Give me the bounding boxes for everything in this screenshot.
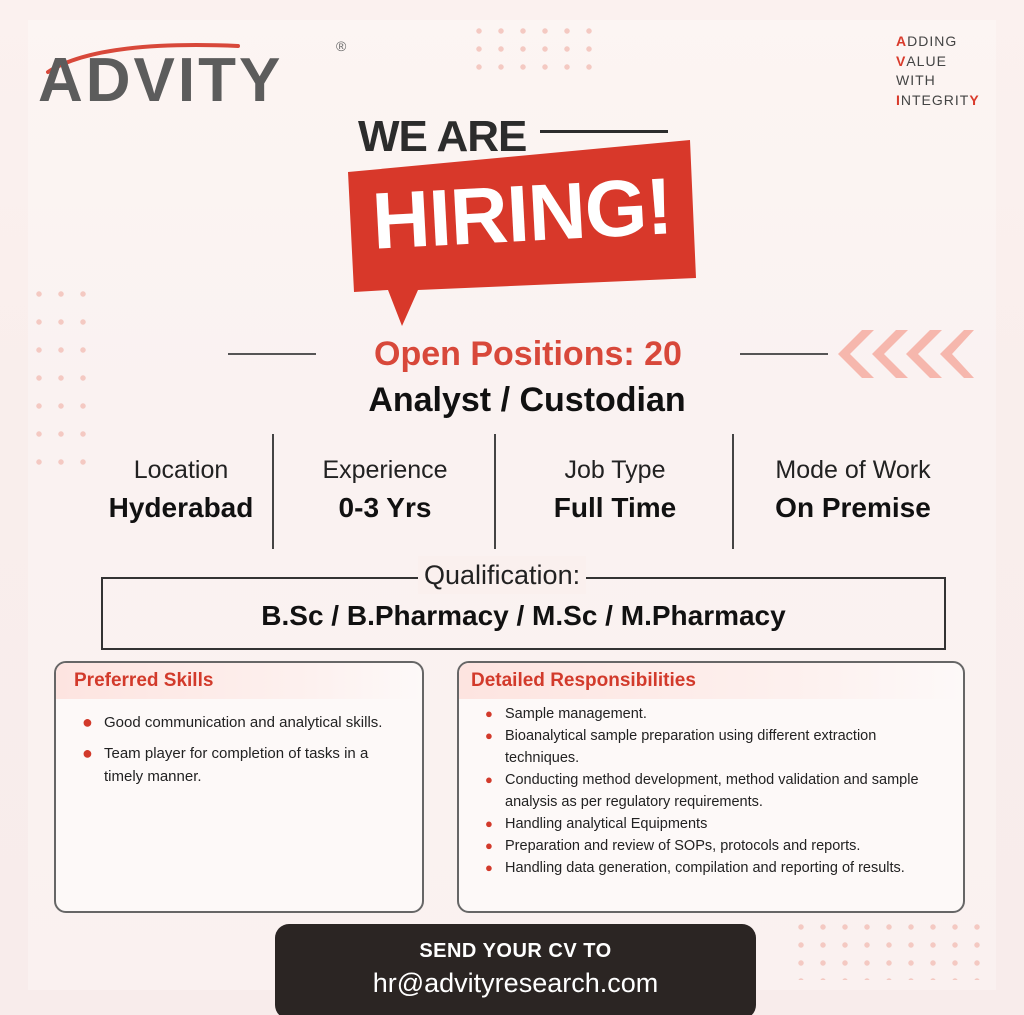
detail-label: Experience <box>322 456 448 484</box>
detail-divider <box>494 434 496 549</box>
list-item: ● Bioanalytical sample preparation using different extraction techniques. <box>485 728 877 766</box>
dot-pattern-left <box>28 280 98 470</box>
detail-location <box>90 452 272 528</box>
detail-divider <box>272 434 274 549</box>
card-title: Preferred Skills <box>56 663 422 699</box>
detail-label: Job Type <box>564 456 666 484</box>
detail-label: Location <box>133 456 229 484</box>
list-item: ● Good communication and analytical skills. <box>82 712 383 732</box>
tagline-line: ADDING <box>896 33 958 49</box>
divider-right <box>740 353 828 355</box>
detail-value: On Premise <box>775 492 931 523</box>
qualification-value: B.Sc / B.Pharmacy / M.Sc / M.Pharmacy <box>261 600 786 631</box>
list-item: ● Conducting method development, method validation and sample analysis as per regulatory requirements. <box>485 772 919 810</box>
card-title: Detailed Responsibilities <box>459 663 963 699</box>
send-cv-label: SEND YOUR CV TO <box>419 940 612 962</box>
tagline-line: INTEGRITY <box>896 91 980 108</box>
open-positions: Open Positions: 20 <box>374 335 682 373</box>
detail-experience <box>276 452 494 528</box>
list-item: ● Preparation and review of SOPs, protocols and reports. <box>485 838 861 854</box>
list-item: ● Handling data generation, compilation and reporting of results. <box>485 860 905 876</box>
qualification-label: Qualification: <box>418 556 586 594</box>
responsibilities-list <box>459 699 963 879</box>
chevrons-left-icon <box>834 326 974 382</box>
brand-tagline <box>896 32 980 110</box>
job-role: Analyst / Custodian <box>368 381 686 419</box>
tagline-line: VALUE <box>896 52 947 69</box>
headline-lead: WE ARE <box>358 112 527 161</box>
registered-mark: ® <box>336 38 347 54</box>
detail-value: Full Time <box>553 492 677 523</box>
dot-pattern-top <box>468 22 608 74</box>
open-positions-row <box>228 330 828 378</box>
detail-value: 0-3 Yrs <box>338 492 432 523</box>
advity-logo <box>38 38 358 118</box>
skills-list <box>56 699 422 788</box>
detail-mode-of-work <box>736 452 970 528</box>
list-item: ● Sample management. <box>485 706 647 722</box>
detail-job-type <box>498 452 732 528</box>
list-item: ● Team player for completion of tasks in a timely manner. <box>82 743 369 785</box>
headline-main: HIRING! <box>370 161 674 266</box>
list-item: ● Handling analytical Equipments <box>485 816 708 832</box>
preferred-skills-card <box>54 661 424 913</box>
logo-wordmark: ADVITY <box>38 46 284 115</box>
detail-divider <box>732 434 734 549</box>
divider-left <box>228 353 316 355</box>
detail-value: Hyderabad <box>108 492 254 523</box>
detail-label: Mode of Work <box>775 456 931 484</box>
contact-email[interactable]: hr@advityresearch.com <box>372 968 659 998</box>
headline-underline <box>540 130 668 133</box>
tagline-line: WITH <box>896 72 936 88</box>
responsibilities-card <box>457 661 965 913</box>
send-cv-banner <box>275 924 756 1015</box>
dot-pattern-bottom-right <box>790 918 980 980</box>
